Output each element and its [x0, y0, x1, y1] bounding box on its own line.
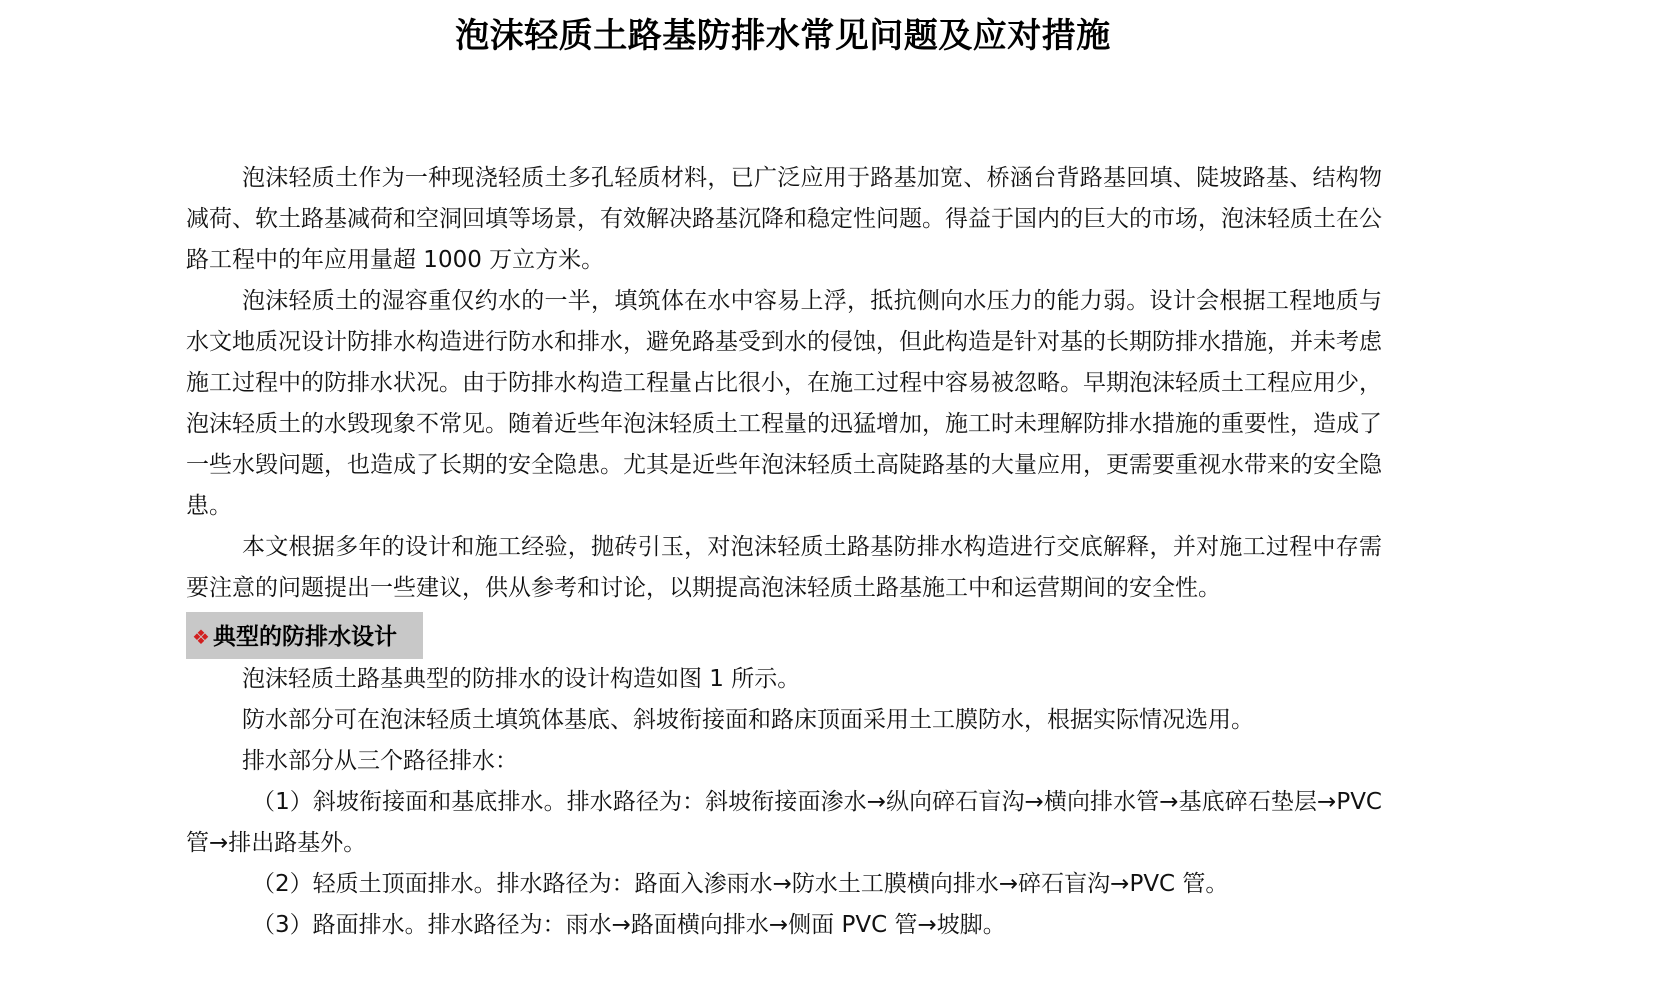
section-heading-text: 典型的防排水设计: [213, 624, 397, 650]
drainage-path-item: （3）路面排水。排水路径为：雨水→路面横向排水→侧面 PVC 管→坡脚。: [252, 912, 1006, 938]
intro-paragraph: 泡沫轻质土的湿容重仅约水的一半，填筑体在水中容易上浮，抵抗侧向水压力的能力弱。设计会根据工程地质与水文地质况设计防排水构造进行防水和排水，避免路基受到水的侵蚀，但此构造是针对基的长期防排水措施，并未考虑施工过程中的防排水状况。由于防排水构造工程量占比很小，在施工过程中容易被忽略。早期泡沫轻质土工程应用少，泡沫轻质土的水毁现象不常见。随着近些年泡沫轻质土工程量的迅猛增加，施工时未理解防排水措施的重要性，造成了一些水毁问题，也造成了长期的安全隐患。尤其是近些年泡沫轻质土高陡路基的大量应用，更需要重视水带来的安全隐患。: [186, 288, 1382, 519]
drainage-path-item: （2）轻质土顶面排水。排水路径为：路面入渗雨水→防水土工膜横向排水→碎石盲沟→PVC 管。: [252, 871, 1229, 897]
section-heading: [186, 612, 423, 659]
document-body: [186, 158, 1382, 946]
drainage-path-item: （1）斜坡衔接面和基底排水。排水路径为：斜坡衔接面渗水→纵向碎石盲沟→横向排水管→基底碎石垫层→PVC 管→排出路基外。: [186, 789, 1382, 856]
document-title: 泡沫轻质土路基防排水常见问题及应对措施: [455, 16, 1111, 56]
section-paragraph: 泡沫轻质土路基典型的防排水的设计构造如图 1 所示。: [242, 666, 801, 692]
intro-paragraph: 本文根据多年的设计和施工经验，抛砖引玉，对泡沫轻质土路基防排水构造进行交底解释，并对施工过程中存需要注意的问题提出一些建议，供从参考和讨论，以期提高泡沫轻质土路基施工中和运营期间的安全性。: [186, 534, 1382, 601]
intro-paragraph: 泡沫轻质土作为一种现浇轻质土多孔轻质材料，已广泛应用于路基加宽、桥涵台背路基回填、陡坡路基、结构物减荷、软土路基减荷和空洞回填等场景，有效解决路基沉降和稳定性问题。得益于国内的巨大的市场，泡沫轻质土在公路工程中的年应用量超 1000 万立方米。: [186, 165, 1382, 273]
diamond-bullet-icon: ❖: [192, 625, 210, 649]
section-paragraph: 防水部分可在泡沫轻质土填筑体基底、斜坡衔接面和路床顶面采用土工膜防水，根据实际情况选用。: [242, 707, 1254, 733]
section-paragraph: 排水部分从三个路径排水：: [242, 748, 518, 774]
